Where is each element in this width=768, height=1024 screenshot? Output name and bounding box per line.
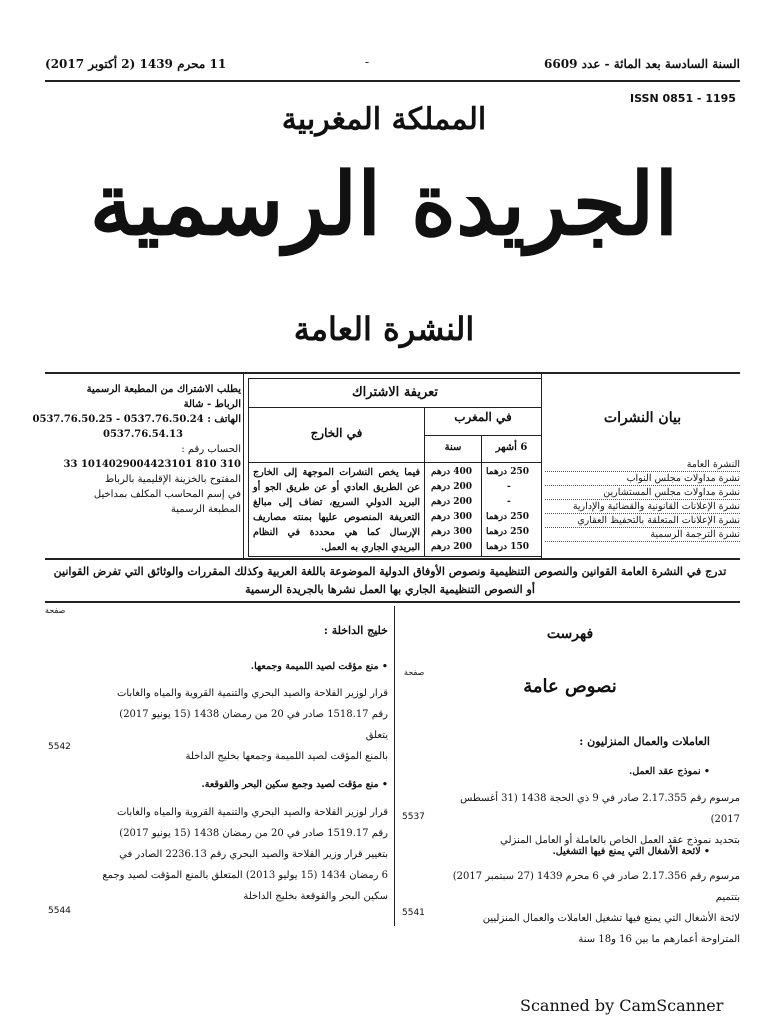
entry-line: بتغيير قرار وزير الفلاحة والصيد البحري رقم 2236.13 الصادر في (119, 849, 388, 860)
info-line: المفتوح بالخزينة الإقليمية بالرباط (104, 474, 241, 485)
edition-title: النشرة العامة (293, 310, 475, 348)
issue-header-line (45, 57, 740, 77)
publication-name: نشرة الترجمة الرسمية (545, 528, 740, 542)
intro-text (40, 563, 740, 599)
page-number: 5542 (48, 742, 71, 752)
sub-heading: • لائحة الأشغال التي يمنع فيها التشغيل. (552, 846, 710, 857)
price-year: 200 درهم (431, 497, 473, 507)
publication-name: نشرة مداولات مجلس النواب (545, 472, 740, 486)
issn: ISSN 0851 - 1195 (630, 92, 736, 105)
price-year: 300 درهم (431, 527, 473, 537)
info-phone: الهاتف : 0537.76.50.24 - 0537.76.50.25 (32, 414, 241, 425)
info-line: المطبعة الرسمية (170, 504, 241, 515)
price-year: 200 درهم (431, 482, 473, 492)
publication-name: النشرة العامة (545, 458, 740, 472)
kingdom-title: المملكة المغربية (281, 102, 487, 137)
info-line: الحساب رقم : (181, 444, 241, 455)
entry-line: بتحديد نموذج عقد العمل الخاص بالعاملة أو العامل المنزلي (500, 835, 740, 846)
price-six: 250 درهما (486, 467, 529, 477)
price-six: 250 درهما (486, 527, 529, 537)
decree-entry (440, 788, 740, 851)
entry-line: 6 رمضان 1434 (15 يوليو 2013) المتعلق بالمنع المؤقت لصيد وجمع (102, 870, 388, 881)
price-six: 250 درهما (486, 512, 529, 522)
block-bottom-rule (45, 558, 740, 560)
publication-name: نشرة الإعلانات القانونية والقضائية والإدارية (545, 500, 740, 514)
publications-title: بيان النشرات (603, 410, 682, 426)
publications-list (545, 458, 740, 542)
six-months-label: 6 أشهر (495, 442, 528, 453)
publication-name: نشرة الإعلانات المتعلقة بالتحفيظ العقاري (545, 514, 740, 528)
section-title: خليج الداخلة : (323, 624, 388, 637)
decision-entry (100, 683, 388, 767)
entry-line: قرار لوزير الفلاحة والصيد البحري والتنمية القروية والمياه والغابات (116, 688, 388, 699)
year-label: سنة (444, 442, 462, 453)
price-year: 400 درهم (431, 467, 473, 477)
entry-line: لائحة الأشغال التي يمنع فيها تشغيل العاملات والعمال المنزليين (482, 913, 740, 924)
block-divider-left (243, 372, 244, 558)
page-label: صفحة (45, 606, 66, 615)
column-divider (394, 606, 395, 926)
page-number: 5544 (48, 906, 71, 916)
entry-line: رقم 1518.17 صادر في 20 من رمضان 1438 (15 يونيو 2017) يتعلق (119, 709, 388, 741)
section-title: العاملات والعمال المنزليون : (579, 735, 710, 748)
price-six: 150 درهما (486, 542, 529, 552)
entry-line: المتراوحة أعمارهم ما بين 16 و18 سنة (578, 934, 740, 945)
sub-heading: • منع مؤقت لصيد وجمع سكين البحر والقوقعة. (201, 779, 388, 790)
price-six: - (507, 497, 511, 507)
info-line: الرباط - شالة (183, 399, 241, 410)
abroad-text: فيما يخص النشرات الموجهة إلى الخارج عن الطريق العادي أو عن طريق الجو أو البريد الدولي السريع، تضاف إلى مبالغ التعريفة المنصوص عليها بمنته مصاريف الإرسال كما هي محددة في النظام البريدي الجاري به العمل. (253, 467, 420, 553)
general-texts-title: نصوص عامة (523, 676, 617, 697)
info-phone2: 0537.76.54.13 (102, 429, 184, 440)
sub-heading: • منع مؤقت لصيد اللميمة وجمعها. (250, 661, 388, 672)
subscription-title: تعريفة الاشتراك (249, 379, 541, 408)
price-six: - (507, 482, 511, 492)
abroad-label: في الخارج (310, 426, 363, 440)
page-label: صفحة (404, 668, 425, 677)
price-year: 300 درهم (431, 512, 473, 522)
subscription-table (248, 378, 542, 557)
intro-rule (45, 601, 740, 603)
page-number: 5537 (402, 812, 425, 822)
entry-line: سكين البحر والقوقعة بخليج الداخلة (243, 891, 388, 902)
scanner-watermark: Scanned by CamScanner (520, 996, 724, 1015)
morocco-label: في المغرب (454, 410, 512, 424)
entry-line: مرسوم رقم 2.17.355 صادر في 9 ذي الحجة 1438 (31 أغسطس 2017) (460, 793, 740, 825)
entry-line: مرسوم رقم 2.17.356 صادر في 6 محرم 1439 (27 سبتمبر 2017) بتتميم (452, 871, 740, 903)
entry-line: قرار لوزير الفلاحة والصيد البحري والتنمية القروية والمياه والغابات (116, 807, 388, 818)
publication-name: نشرة مداولات مجلس المستشارين (545, 486, 740, 500)
block-top-rule (45, 372, 740, 374)
issue-date: 11 محرم 1439 (2 أكتوبر 2017) (45, 57, 227, 71)
info-line: يطلب الاشتراك من المطبعة الرسمية (86, 384, 241, 395)
toc-title: فهرست (546, 626, 594, 642)
info-line: في إسم المحاسب المكلف بمداخيل (93, 489, 241, 500)
price-year: 200 درهم (431, 542, 473, 552)
gazette-title: الجريدة الرسمية (89, 154, 679, 255)
account-number: 310 810 1014029004423101 33 (63, 459, 241, 470)
page-number: 5541 (402, 908, 425, 918)
decision-entry (100, 802, 388, 907)
year-issue: السنة السادسة بعد المائة - عدد 6609 (544, 57, 740, 71)
entry-line: رقم 1519.17 صادر في 20 من رمضان 1438 (15 يونيو 2017) (119, 828, 388, 839)
sub-heading: • نموذج عقد العمل. (629, 766, 710, 777)
intro-line: تدرج في النشرة العامة القوانين والنصوص التنظيمية ونصوص الأوفاق الدولية الموضوعة باللغة العربية وكذلك المقررات والوثائق التي تفرض القوانين (53, 565, 727, 578)
header-rule (45, 80, 740, 82)
header-dash: - (365, 55, 370, 69)
intro-line: أو النصوص التنظيمية الجاري بها العمل نشرها بالجريدة الرسمية (245, 583, 535, 596)
decree-entry (440, 866, 740, 950)
entry-line: بالمنع المؤقت لصيد اللميمة وجمعها بخليج الداخلة (185, 751, 388, 762)
subscription-info (32, 382, 241, 517)
